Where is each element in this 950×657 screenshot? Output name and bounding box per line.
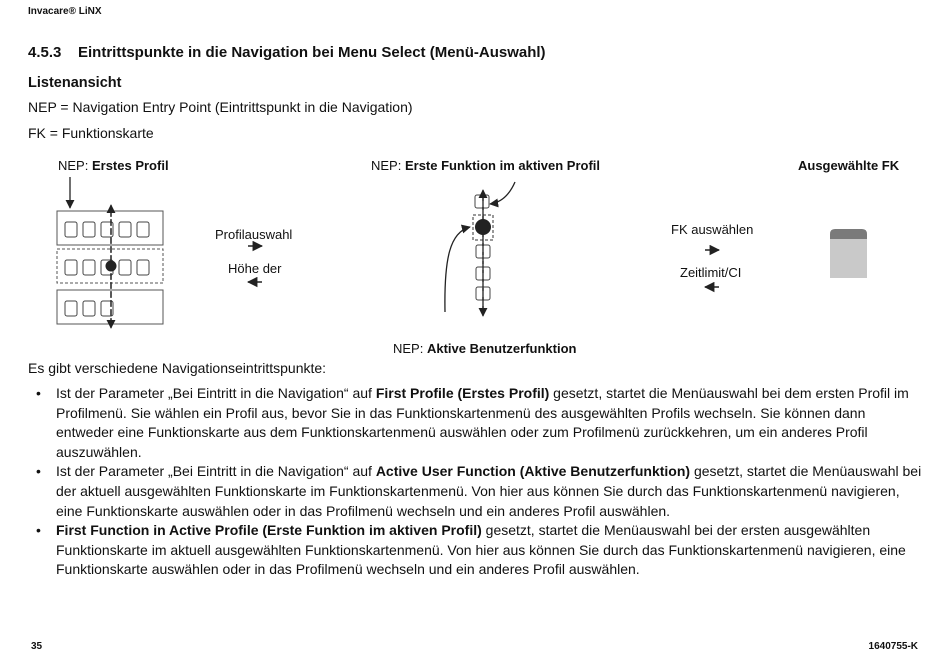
entry-arrow-first-function <box>490 182 515 204</box>
card-icons-row-3 <box>65 301 113 316</box>
caption-prefix: NEP: <box>58 158 92 173</box>
profile-list-diagram <box>57 177 163 328</box>
item-text: Ist der Parameter „Bei Eintritt in die Navigation“ auf <box>56 385 376 401</box>
fk-cursor-dot <box>475 219 491 235</box>
label-timeout: Zeitlimit/CI <box>680 265 742 280</box>
entry-arrow-active-user <box>445 227 470 312</box>
definition-fk: FK = Funktionskarte <box>28 125 154 141</box>
section-number: 4.5.3 <box>28 44 62 61</box>
definition-nep: NEP = Navigation Entry Point (Eintrittspunkt in die Navigation) <box>28 99 413 115</box>
running-header: Invacare® LiNX <box>28 6 102 17</box>
item-bold: First Profile (Erstes Profil) <box>375 385 550 401</box>
selected-fk-card <box>830 229 867 278</box>
item-bold: Active User Function (Aktive Benutzerfunktion) <box>375 463 691 480</box>
page-number: 35 <box>31 641 43 652</box>
item-text: gesetzt, startet die Menüauswahl bei der ersten ausgewählten Funktionskarte im aktuell ausgewählten Funktionskartenmenü. Von hier aus können Sie durch das Funktionskartenmenü navigieren, eine Funktionskarte auswählen oder in das Profilmenü wechseln und ein anderes Profil auswählen. <box>56 522 906 578</box>
fk-card-1 <box>475 195 489 208</box>
label-profile-select: Profilauswahl <box>215 227 293 242</box>
label-height: Höhe der <box>228 261 282 276</box>
caption-prefix: NEP: <box>393 341 427 356</box>
caption-bold: Erstes Profil <box>91 158 169 173</box>
caption-bold: Aktive Benutzerfunktion <box>426 341 577 356</box>
list-item <box>28 521 923 580</box>
entry-point-list <box>28 384 923 580</box>
intro-text: Es gibt verschiedene Navigationseintrittspunkte: <box>28 360 327 376</box>
item-text: gesetzt, startet die Menüauswahl bei dem ersten Profil im Profilmenü. Sie wählen ein Profil aus, bevor Sie in das Funktionskartenmenü des ausgewählten Profils wechseln. Sie können dann entweder eine Funktionskarte aus dem Funktionskartenmenü auswählen oder zum Profilmenü zurückkehren, um ein anderes Profil auszuwählen. <box>56 385 909 460</box>
caption-bold: Ausgewählte FK <box>798 158 900 173</box>
list-item <box>28 462 923 521</box>
function-card-column <box>445 182 515 316</box>
section-title: Eintrittspunkte in die Navigation bei Menu Select (Menü-Auswahl) <box>78 44 546 61</box>
caption-prefix: NEP: <box>371 158 405 173</box>
item-text: gesetzt, startet die Menüauswahl bei der aktuell ausgewählten Funktionskarte im Funktionskartenmenü. Von hier aus können Sie durch das Funktionskartenmenü navigieren, eine Funktionskarte auswählen oder in das Profilmenü wechseln und ein anderes Profil auswählen. <box>56 463 922 519</box>
list-item <box>28 384 923 462</box>
subheading: Listenansicht <box>28 75 122 91</box>
caption-bold: Erste Funktion im aktiven Profil <box>404 158 601 173</box>
item-bold: First Function in Active Profile (Erste Funktion im aktiven Profil) <box>56 522 482 539</box>
document-id: 1640755-K <box>868 641 918 652</box>
cursor-dot <box>106 261 117 272</box>
label-fk-select: FK auswählen <box>671 222 754 237</box>
item-text: Ist der Parameter „Bei Eintritt in die Navigation“ auf <box>56 463 376 480</box>
